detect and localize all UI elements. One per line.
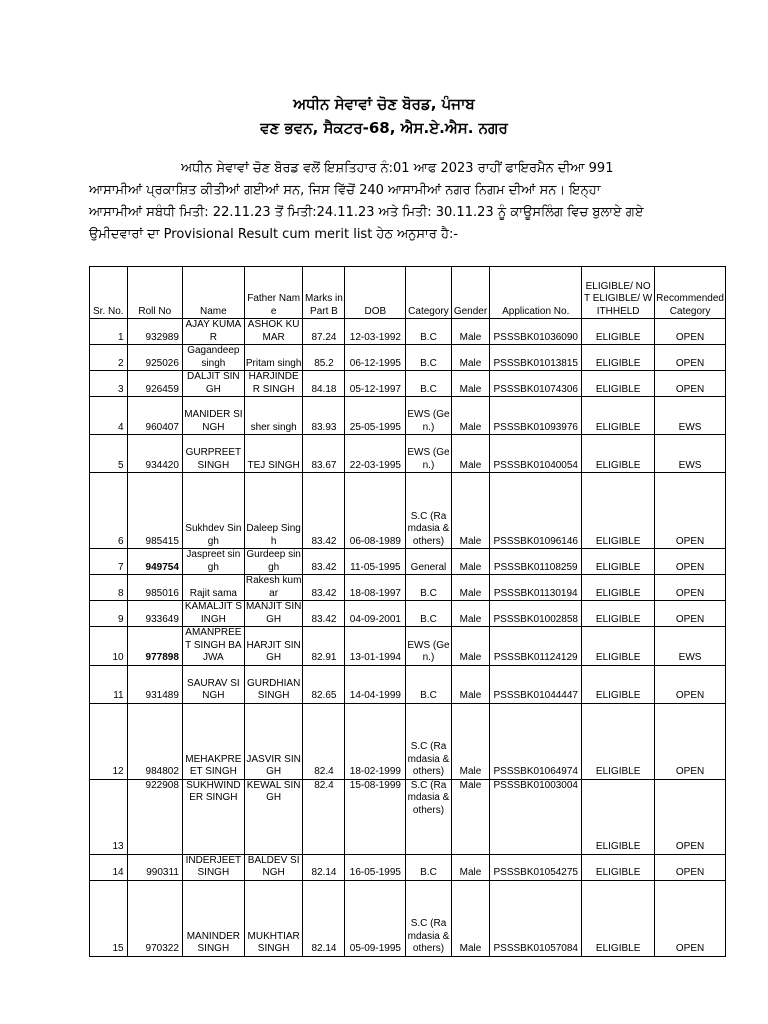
intro-paragraph [89,158,689,246]
application-cell: PSSSBK01040054 [490,435,582,473]
application-cell: PSSSBK01044447 [490,665,582,703]
header-category: Category [406,267,451,319]
gender-cell: Male [451,627,490,666]
name-cell: DALJIT SINGH [182,371,244,397]
father-cell: Gurdeep singh [244,549,303,575]
gender-cell: Male [451,703,490,779]
application-cell: PSSSBK01074306 [490,371,582,397]
application-cell: PSSSBK01130194 [490,575,582,601]
sr-cell: 8 [90,575,128,601]
roll-cell: 934420 [127,435,182,473]
intro-line: ਆਸਾਮੀਆਂ ਸਬੰਧੀ ਮਿਤੀ: 22.11.23 ਤੋਂ ਮਿਤੀ:24.11.23 ਅਤੇ ਮਿਤੀ: 30.11.23 ਨੂੰ ਕਾਊਸਲਿੰਗ ਵਿਚ ਬੁਲਾਏ ਗਏ [89,205,644,220]
recommended-cell: OPEN [655,779,726,854]
father-cell: HARJINDER SINGH [244,371,303,397]
father-cell: MANJIT SINGH [245,601,302,625]
gender-cell: Male [451,319,490,345]
name-cell: Jaspreet singh [182,549,244,575]
sr-cell: 15 [90,880,128,956]
category-cell: B.C [406,345,451,371]
table-row [90,703,726,779]
sr-cell: 11 [90,665,128,703]
sr-cell: 6 [90,473,128,549]
application-cell: PSSSBK01054275 [490,854,582,880]
dob-cell: 11-05-1995 [345,549,406,575]
dob-cell: 04-09-2001 [345,601,406,627]
eligibility-cell: ELIGIBLE [582,371,655,397]
gender-cell: Male [451,665,490,703]
header-gender: Gender [451,267,490,319]
category-cell: EWS (Gen.) [406,397,451,435]
table-row [90,435,726,473]
recommended-cell: OPEN [655,703,726,779]
roll-cell: 985415 [127,473,182,549]
recommended-cell: OPEN [655,880,726,956]
sr-cell: 13 [90,779,128,854]
table-row [90,627,726,666]
marks-cell: 83.42 [303,601,345,627]
father-cell: HARJIT SINGH [244,627,303,666]
category-cell: B.C [406,665,451,703]
recommended-cell: EWS [655,627,726,666]
dob-cell: 05-12-1997 [345,371,406,397]
sr-cell: 9 [90,601,128,627]
roll-cell: 984802 [127,703,182,779]
board-title: ਅਧੀਨ ਸੇਵਾਵਾਂ ਚੋਣ ਬੋਰਡ, ਪੰਜਾਬ [293,95,475,113]
marks-cell: 82.91 [303,627,345,666]
eligibility-cell: ELIGIBLE [582,779,655,854]
marks-cell: 82.14 [303,854,345,880]
recommended-cell: OPEN [655,473,726,549]
marks-cell: 82.14 [303,880,345,956]
father-cell: ASHOK KUMAR [244,319,303,345]
dob-cell: 25-05-1995 [345,397,406,435]
sr-cell: 14 [90,854,128,880]
table-row [90,371,726,397]
marks-cell: 84.18 [303,371,345,397]
intro-line: ਆਸਾਮੀਆਂ ਪ੍ਰਕਾਸ਼ਿਤ ਕੀਤੀਆਂ ਗਈਆਂ ਸਨ, ਜਿਸ ਵਿੱਚੋਂ 240 ਆਸਾਮੀਆਂ ਨਗਰ ਨਿਗਮ ਦੀਆਂ ਸਨ। ਇਨ੍ਹਾ [89,183,601,198]
sr-cell: 10 [90,627,128,666]
application-cell: PSSSBK01013815 [490,345,582,371]
table-row [90,575,726,601]
eligibility-cell: ELIGIBLE [582,345,655,371]
table-row [90,549,726,575]
intro-line: ਉਮੀਦਵਾਰਾਂ ਦਾ Provisional Result cum merit list ਹੇਠ ਅਨੁਸਾਰ ਹੈ:- [89,227,459,242]
name-cell: INDERJEET SINGH [182,854,244,880]
recommended-cell: OPEN [655,854,726,880]
roll-cell: 925026 [127,345,182,371]
application-cell: PSSSBK01096146 [490,473,582,549]
name-cell: AMANPREET SINGH BAJWA [182,627,244,666]
gender-cell: Male [451,397,490,435]
recommended-cell: OPEN [655,319,726,345]
header-roll-no: Roll No [127,267,182,319]
recommended-cell: EWS [655,397,726,435]
dob-cell: 18-02-1999 [345,703,406,779]
name-cell: SUKHWINDER SINGH [182,779,244,854]
table-row [90,779,726,854]
gender-cell: Male [451,880,490,956]
father-cell: sher singh [244,397,303,435]
category-cell: B.C [406,854,451,880]
roll-cell: 977898 [127,627,182,666]
name-cell: AJAY KUMAR [182,319,244,345]
marks-cell: 83.42 [303,473,345,549]
recommended-cell: OPEN [655,665,726,703]
table-row [90,397,726,435]
header-application-no: Application No. [490,267,582,319]
eligibility-cell: ELIGIBLE [582,575,655,601]
header-father-name: Father Name [244,267,303,319]
father-cell: Pritam singh [244,345,303,371]
table-row [90,880,726,956]
table-row [90,319,726,345]
category-cell: S.C (Ramdasia & others) [406,880,451,956]
marks-cell: 82.4 [303,703,345,779]
table-row [90,665,726,703]
father-cell: Daleep Singh [244,473,303,549]
roll-cell: 990311 [127,854,182,880]
gender-cell: Male [451,854,490,880]
header-recommended-category: Recommended Category [655,267,726,319]
application-cell: PSSSBK01124129 [490,627,582,666]
gender-cell: Male [451,371,490,397]
category-cell: B.C [406,601,451,627]
application-cell: PSSSBK01057084 [490,880,582,956]
application-cell: PSSSBK01003004 [490,779,582,854]
recommended-cell: OPEN [655,549,726,575]
roll-cell: 922908 [127,779,182,854]
marks-cell: 83.42 [303,549,345,575]
recommended-cell: OPEN [655,575,726,601]
dob-cell: 13-01-1994 [345,627,406,666]
application-cell: PSSSBK01093976 [490,397,582,435]
table-header-row [90,267,726,319]
gender-cell: Male [451,601,490,627]
gender-cell: Male [451,345,490,371]
father-cell: BALDEV SINGH [244,854,303,880]
marks-cell: 83.42 [303,575,345,601]
roll-cell: 932989 [127,319,182,345]
table-row [90,473,726,549]
roll-cell: 926459 [127,371,182,397]
application-cell: PSSSBK01002858 [490,601,582,627]
sr-cell: 5 [90,435,128,473]
father-cell: Rakesh kumar [245,575,302,599]
eligibility-cell: ELIGIBLE [582,397,655,435]
eligibility-cell: ELIGIBLE [582,627,655,666]
application-cell: PSSSBK01064974 [490,703,582,779]
name-cell: Sukhdev Singh [182,473,244,549]
marks-cell: 83.67 [303,435,345,473]
recommended-cell: OPEN [655,601,726,627]
marks-cell: 82.4 [303,779,345,854]
category-cell: B.C [406,575,451,601]
eligibility-cell: ELIGIBLE [582,549,655,575]
sr-cell: 1 [90,319,128,345]
gender-cell: Male [451,435,490,473]
marks-cell: 83.93 [303,397,345,435]
roll-cell: 949754 [127,549,182,575]
eligibility-cell: ELIGIBLE [582,435,655,473]
header-marks: Marks in Part B [303,267,345,319]
name-cell: Rajit sama [182,575,244,601]
name-cell: GURPREET SINGH [182,435,244,473]
dob-cell: 15-08-1999 [345,779,406,854]
dob-cell: 14-04-1999 [345,665,406,703]
category-cell: General [406,549,451,575]
dob-cell: 12-03-1992 [345,319,406,345]
category-cell: S.C (Ramdasia & others) [406,779,451,854]
table-row [90,854,726,880]
name-cell: Gagandeep singh [182,345,244,371]
father-cell: JASVIR SINGH [244,703,303,779]
recommended-cell: EWS [655,435,726,473]
dob-cell: 05-09-1995 [345,880,406,956]
recommended-cell: OPEN [655,371,726,397]
category-cell: EWS (Gen.) [406,435,451,473]
roll-cell: 985016 [127,575,182,601]
board-address: ਵਣ ਭਵਨ, ਸੈਕਟਰ-68, ਐਸ.ਏ.ਐਸ. ਨਗਰ [260,119,508,137]
table-row [90,345,726,371]
dob-cell: 22-03-1995 [345,435,406,473]
application-cell: PSSSBK01108259 [490,549,582,575]
category-cell: B.C [406,319,451,345]
name-cell: SAURAV SINGH [182,665,244,703]
gender-cell: Male [451,575,490,601]
header-dob: DOB [345,267,406,319]
eligibility-cell: ELIGIBLE [582,703,655,779]
eligibility-cell: ELIGIBLE [582,665,655,703]
eligibility-cell: ELIGIBLE [582,880,655,956]
dob-cell: 16-05-1995 [345,854,406,880]
name-cell: MEHAKPREET SINGH [182,703,244,779]
father-cell: GURDHIAN SINGH [244,665,303,703]
marks-cell: 85.2 [303,345,345,371]
category-cell: B.C [406,371,451,397]
name-cell: KAMALJIT SINGH [182,601,244,627]
gender-cell: Male [451,549,490,575]
eligibility-cell: ELIGIBLE [582,473,655,549]
roll-cell: 970322 [127,880,182,956]
sr-cell: 4 [90,397,128,435]
category-cell: EWS (Gen.) [406,627,451,666]
gender-cell: Male [451,473,490,549]
header-eligibility: ELIGIBLE/ NOT ELIGIBLE/ WITHHELD [582,267,655,319]
header-name: Name [182,267,244,319]
dob-cell: 06-12-1995 [345,345,406,371]
marks-cell: 82.65 [303,665,345,703]
header-sr-no: Sr. No. [90,267,128,319]
application-cell: PSSSBK01036090 [490,319,582,345]
category-cell: S.C (Ramdasia & others) [406,473,451,549]
name-cell: MANIDER SINGH [182,397,244,435]
intro-line: ਅਧੀਨ ਸੇਵਾਵਾਂ ਚੋਣ ਬੋਰਡ ਵਲੋਂ ਇਸ਼ਤਿਹਾਰ ਨੰ:01 ਆਫ 2023 ਰਾਹੀਂ ਫਾਇਰਮੈਨ ਦੀਆ 991 [181,161,614,176]
name-cell: MANINDER SINGH [182,880,244,956]
father-cell: TEJ SINGH [244,435,303,473]
eligibility-cell: ELIGIBLE [582,319,655,345]
sr-cell: 7 [90,549,128,575]
category-cell: S.C (Ramdasia & others) [406,703,451,779]
sr-cell: 3 [90,371,128,397]
dob-cell: 06-08-1989 [345,473,406,549]
roll-cell: 931489 [127,665,182,703]
marks-cell: 87.24 [303,319,345,345]
dob-cell: 18-08-1997 [345,575,406,601]
father-cell: KEWAL SINGH [244,779,303,854]
eligibility-cell: ELIGIBLE [582,854,655,880]
table-row [90,601,726,627]
roll-cell: 960407 [127,397,182,435]
father-cell: MUKHTIAR SINGH [244,880,303,956]
sr-cell: 2 [90,345,128,371]
sr-cell: 12 [90,703,128,779]
merit-list-table [89,266,726,957]
gender-cell: Male [451,779,490,854]
roll-cell: 933649 [127,601,182,627]
eligibility-cell: ELIGIBLE [582,601,655,627]
recommended-cell: OPEN [655,345,726,371]
